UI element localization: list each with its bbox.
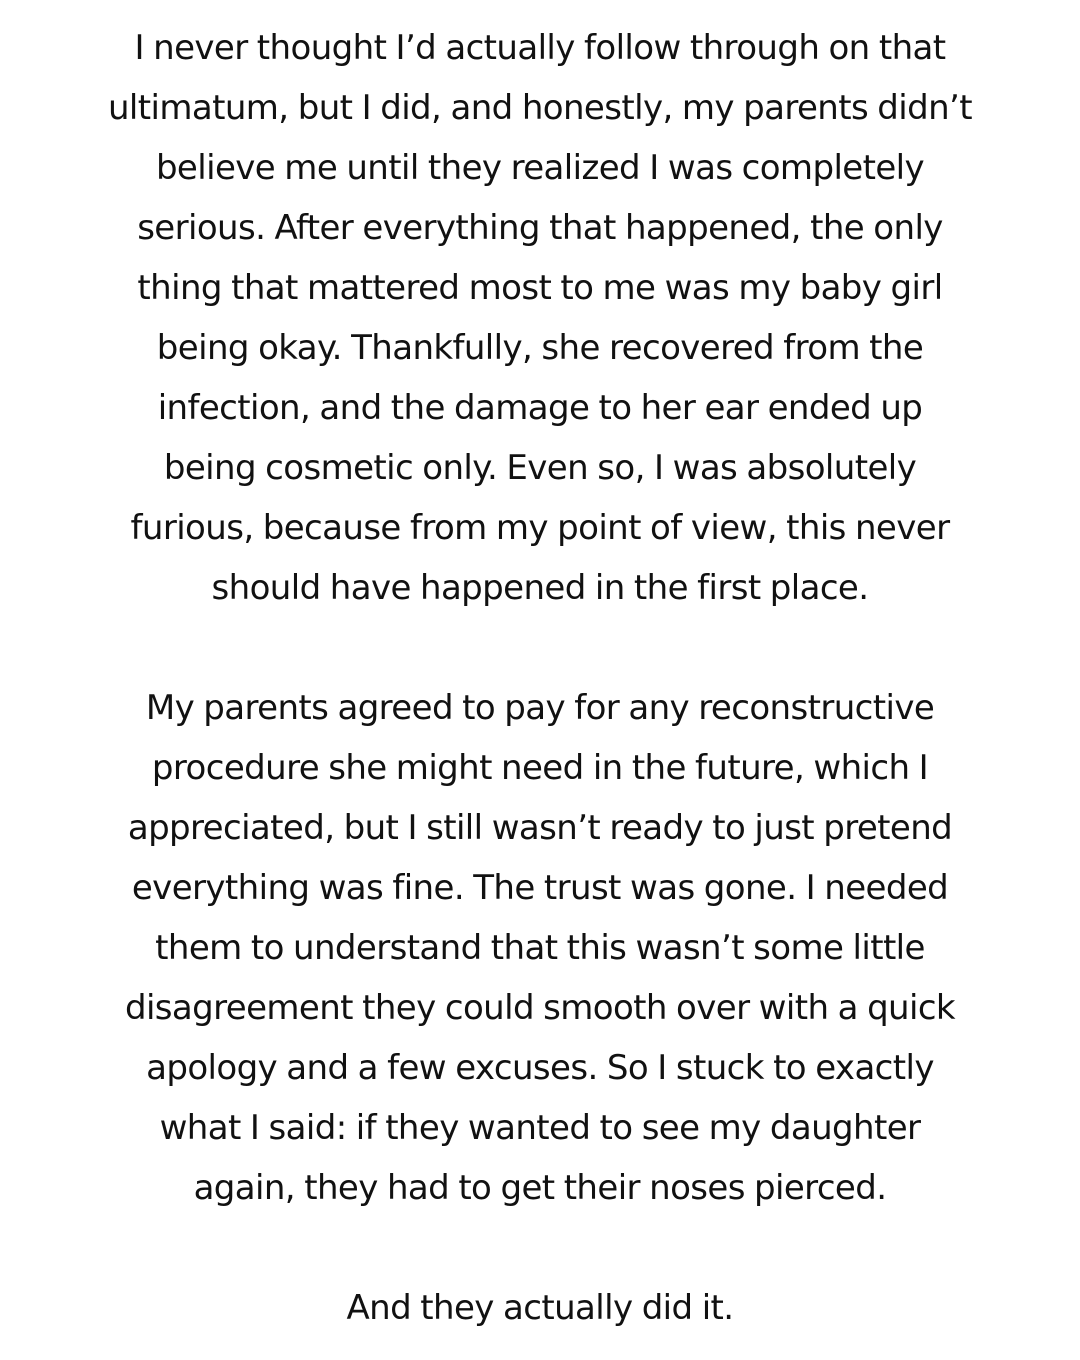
paragraph-2 bbox=[40, 678, 1040, 1218]
text-line: disagreement they could smooth over with a quick bbox=[124, 988, 956, 1028]
paragraph-spacer bbox=[40, 1218, 1040, 1278]
text-line: ultimatum, but I did, and honestly, my parents didn’t bbox=[107, 88, 972, 128]
text-line: everything was fine. The trust was gone. I needed bbox=[131, 868, 949, 908]
text-line: infection, and the damage to her ear ended up bbox=[157, 388, 923, 428]
text-line: My parents agreed to pay for any reconstructive bbox=[145, 688, 935, 728]
text-line: believe me until they realized I was completely bbox=[155, 148, 925, 188]
text-line: being okay. Thankfully, she recovered from the bbox=[156, 328, 924, 368]
text-line: apology and a few excuses. So I stuck to exactly bbox=[146, 1048, 934, 1088]
text-line: serious. After everything that happened, the only bbox=[137, 208, 943, 248]
paragraph-3 bbox=[40, 1278, 1040, 1338]
text-line: what I said: if they wanted to see my daughter bbox=[159, 1108, 921, 1148]
text-line: being cosmetic only. Even so, I was absolutely bbox=[163, 448, 917, 488]
paragraph-1 bbox=[40, 18, 1040, 618]
text-line: appreciated, but I still wasn’t ready to just pretend bbox=[127, 808, 953, 848]
paragraph-spacer bbox=[40, 618, 1040, 678]
text-line: I never thought I’d actually follow through on that bbox=[134, 28, 946, 68]
text-line: And they actually did it. bbox=[346, 1288, 734, 1328]
text-line: again, they had to get their noses pierced. bbox=[193, 1168, 887, 1208]
text-line: thing that mattered most to me was my baby girl bbox=[137, 268, 943, 308]
text-line: them to understand that this wasn’t some little bbox=[155, 928, 925, 968]
text-line: procedure she might need in the future, which I bbox=[151, 748, 929, 788]
text-line: furious, because from my point of view, this never bbox=[130, 508, 950, 548]
text-line: should have happened in the first place. bbox=[211, 568, 869, 608]
